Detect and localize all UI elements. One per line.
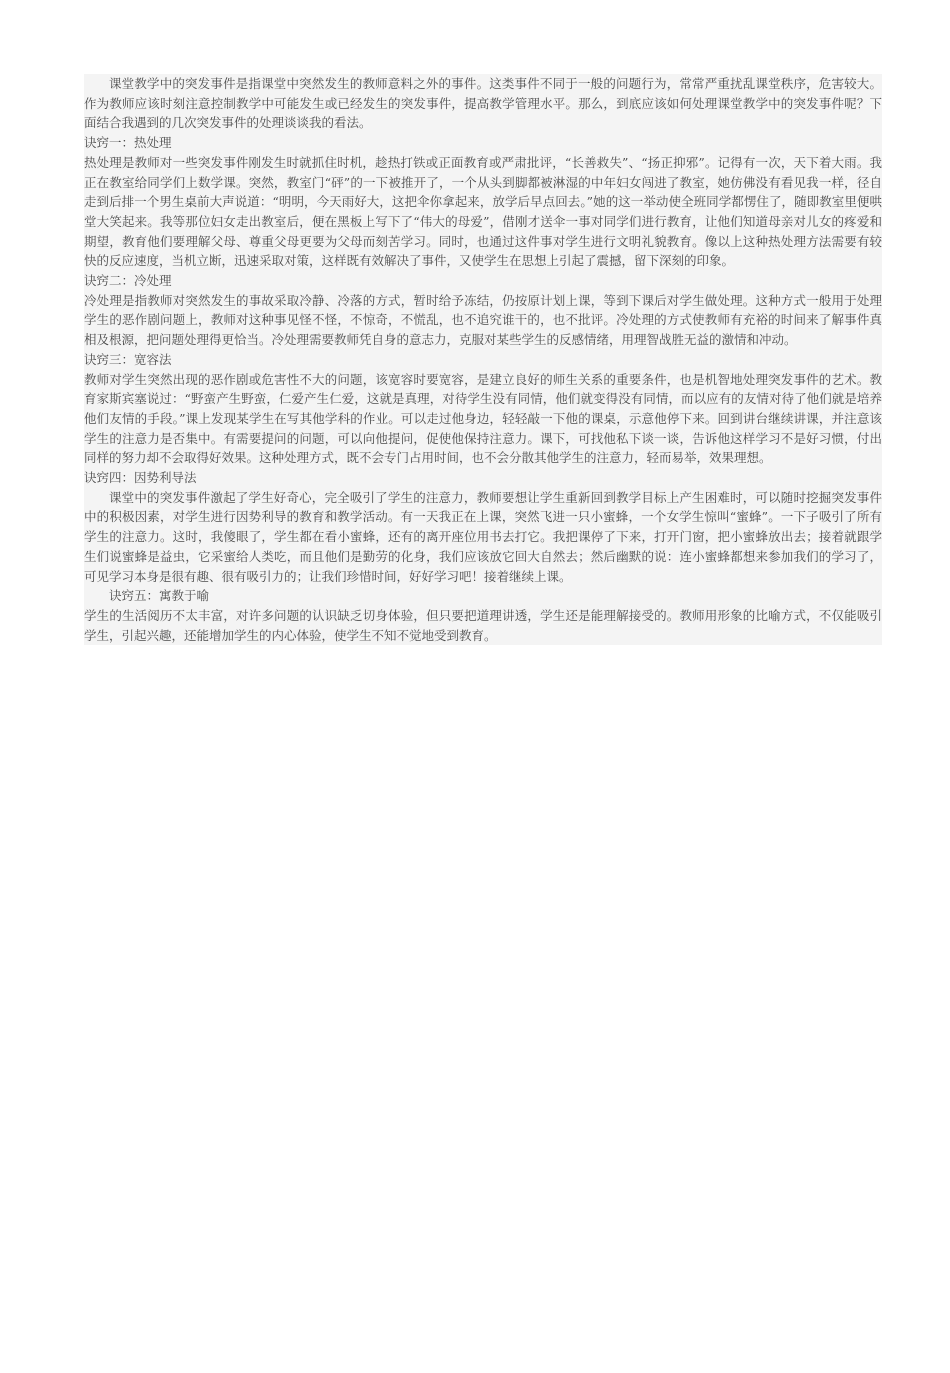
section-body-5: 学生的生活阅历不太丰富，对许多问题的认识缺乏切身体验，但只要把道理讲透，学生还是能理解接受的。教师用形象的比喻方式，不仅能吸引学生，引起兴趣，还能增加学生的内心体验，使学生不知不觉地受到教育。 xyxy=(84,607,882,643)
section-body-2: 冷处理是指教师对突然发生的事故采取冷静、冷落的方式，暂时给予冻结，仍按原计划上课，等到下课后对学生做处理。这种方式一般用于处理学生的恶作剧问题上，教师对这种事见怪不怪，不惊奇，不慌乱，也不追究谁干的，也不批评。冷处理的方式使教师有充裕的时间来了解事件真相及根源，把问题处理得更恰当。冷处理需要教师凭自身的意志力，克服对某些学生的反感情绪，用理智战胜无益的激情和冲动。 xyxy=(84,292,882,348)
section-body-4: 课堂中的突发事件激起了学生好奇心，完全吸引了学生的注意力，教师要想让学生重新回到教学目标上产生困难时，可以随时挖掘突发事件中的积极因素，对学生进行因势利导的教育和教学活动。有一天我正在上课，突然飞进一只小蜜蜂，一个女学生惊叫“蜜蜂”。一下子吸引了所有学生的注意力。这时，我傻眼了，学生都在看小蜜蜂，还有的离开座位用书去打它。我把课停了下来，打开门窗，把小蜜蜂放出去；接着就跟学生们说蜜蜂是益虫，它采蜜给人类吃，而且他们是勤劳的化身，我们应该放它回大自然去；然后幽默的说：连小蜜蜂都想来参加我们的学习了，可见学习本身是很有趣、很有吸引力的；让我们珍惜时间，好好学习吧！接着继续上课。 xyxy=(84,489,882,584)
section-heading-1: 诀窍一：热处理 xyxy=(84,135,172,151)
intro-paragraph: 课堂教学中的突发事件是指课堂中突然发生的教师意料之外的事件。这类事件不同于一般的问题行为，常常严重扰乱课堂秩序，危害较大。作为教师应该时刻注意控制教学中可能发生或已经发生的突发事件，提高教学管理水平。那么，到底应该如何处理课堂教学中的突发事件呢？下面结合我遇到的几次突发事件的处理谈谈我的看法。 xyxy=(84,76,882,131)
section-heading-2: 诀窍二：冷处理 xyxy=(84,273,172,289)
section-body-3: 教师对学生突然出现的恶作剧或危害性不大的问题，该宽容时要宽容，是建立良好的师生关系的重要条件，也是机智地处理突发事件的艺术。教育家斯宾塞说过：“野蛮产生野蛮，仁爱产生仁爱，这就是真理，对待学生没有同情，他们就变得没有同情，而以应有的友情对待了他们就是培养他们友情的手段。”课上发现某学生在写其他学科的作业。可以走过他身边，轻轻敲一下他的课桌，示意他停下来。回到讲台继续讲课，并注意该学生的注意力是否集中。有需要提问的问题，可以向他提问，促使他保持注意力。课下，可找他私下谈一谈，告诉他这样学习不是好习惯，付出同样的努力却不会取得好效果。这种处理方式，既不会专门占用时间，也不会分散其他学生的注意力，轻而易举，效果理想。 xyxy=(84,371,882,466)
section-body-1: 热处理是教师对一些突发事件刚发生时就抓住时机，趁热打铁或正面教育或严肃批评，“长善救失”、“扬正抑邪”。记得有一次，天下着大雨。我正在教室给同学们上数学课。突然，教室门“砰”的一下被推开了，一个从头到脚都被淋湿的中年妇女闯进了教室，她仿佛没有看见我一样，径自走到后排一个男生桌前大声说道：“明明，今天雨好大，这把伞你拿起来，放学后早点回去。”她的这一举动使全班同学都愣住了，随即教室里便哄堂大笑起来。我等那位妇女走出教室后，便在黑板上写下了“伟大的母爱”，借刚才送伞一事对同学们进行教育，让他们知道母亲对儿女的疼爱和期望，教育他们要理解父母、尊重父母更要为父母而刻苦学习。同时，也通过这件事对学生进行文明礼貌教育。像以上这种热处理方法需要有较快的反应速度，当机立断，迅速采取对策，这样既有效解决了事件，又使学生在思想上引起了震撼，留下深刻的印象。 xyxy=(84,154,882,269)
section-heading-5: 诀窍五：寓教于喻 xyxy=(109,588,210,604)
section-heading-3: 诀窍三：宽容法 xyxy=(84,351,172,367)
section-heading-4: 诀窍四：因势利导法 xyxy=(84,470,197,486)
document-body xyxy=(84,74,882,645)
